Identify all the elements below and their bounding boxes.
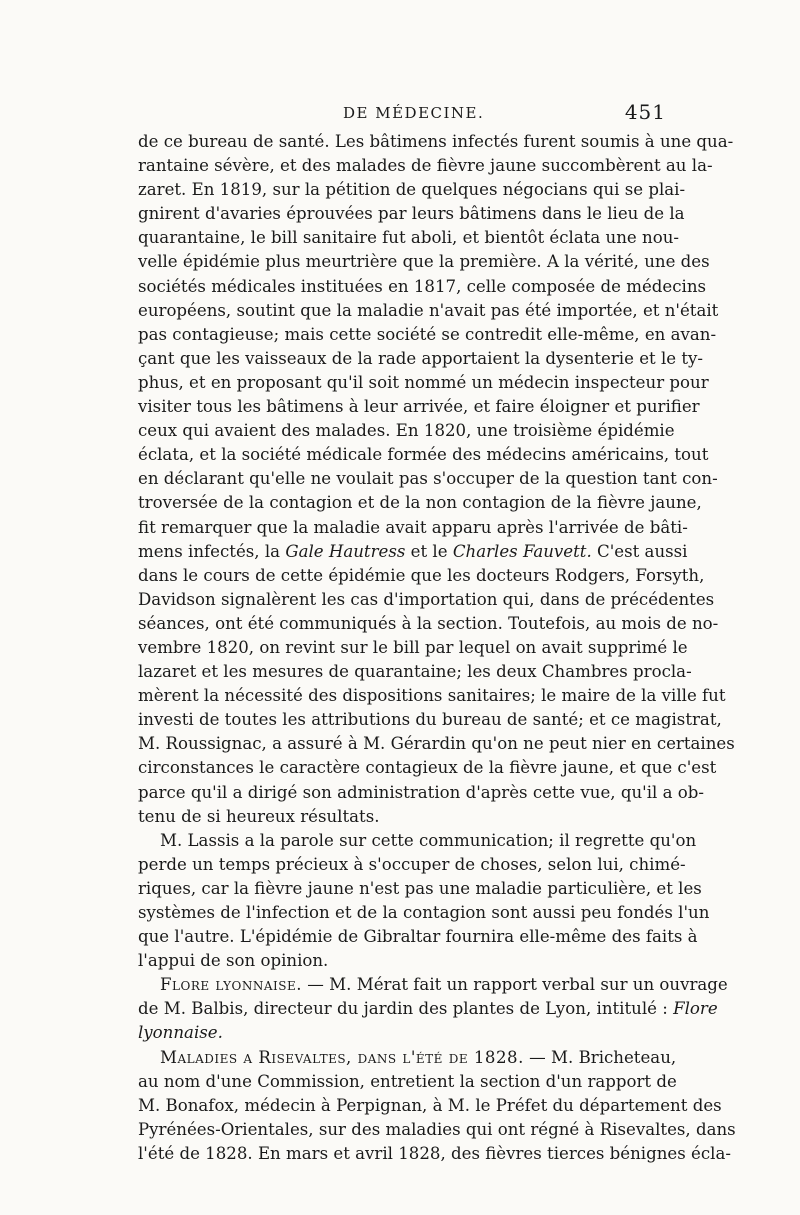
text-line-26: M. Roussignac, a assuré à M. Gérardin qu'on ne peut nier en certaines [138,734,735,754]
ship-name-1: Gale Hautress [285,541,406,561]
section-heading-flore: Flore lyonnaise. [160,975,303,995]
text-line-20: Davidson signalèrent les cas d'importation qui, dans de précédentes [138,589,715,609]
text-line-27: circonstances le caractère contagieux de la fièvre jaune, et que c'est [138,758,717,778]
text-line-3: zaret. En 1819, sur la pétition de quelques négocians qui se plai- [138,180,686,200]
book-title: Flore [673,999,718,1019]
text-line-43: l'été de 1828. En mars et avril 1828, des fièvres tierces bénignes écla- [138,1143,731,1163]
text-line-4: gnirent d'avaries éprouvées par leurs bâtimens dans le lieu de la [138,204,685,224]
text-line-29: tenu de si heureux résultats. [138,806,380,826]
text-line-16: troversée de la contagion et de la non contagion de la fièvre jaune, [138,493,702,513]
text-line-41: M. Bonafox, médecin à Perpignan, à M. le Préfet du département des [138,1095,722,1115]
running-title: DE MÉDECINE. [343,104,485,122]
text-line-9: pas contagieuse; mais cette société se contredit elle-même, en avan- [138,324,717,344]
text-line-31: perde un temps précieux à s'occuper de choses, selon lui, chimé- [138,854,686,874]
text-line-6: velle épidémie plus meurtrière que la première. A la vérité, une des [138,252,710,272]
text-line-17: fit remarquer que la maladie avait apparu après l'arrivée de bâti- [138,517,688,537]
text-line-38 [138,1021,666,1045]
text-line-36: Flore lyonnaise. — M. Mérat fait un rapport verbal sur un ouvrage [160,975,728,995]
text-line-23: lazaret et les mesures de quarantaine; les deux Chambres procla- [138,662,692,682]
text-line-39: Maladies a Risevaltes, dans l'été de 1828. — M. Bricheteau, [160,1047,677,1067]
text-line-30: M. Lassis a la parole sur cette communication; il regrette qu'on [160,830,697,850]
book-title-cont: lyonnaise. [138,1023,223,1043]
text-line-11: phus, et en proposant qu'il soit nommé un médecin inspecteur pour [138,372,709,392]
text-line-28: parce qu'il a dirigé son administration d'après cette vue, qu'il a ob- [138,782,704,802]
text-line-24: mèrent la nécessité des dispositions sanitaires; le maire de la ville fut [138,686,726,706]
text-line-18: mens infectés, la Gale Hautress et le Charles Fauvett. C'est aussi [138,541,688,561]
text-line-10: çant que les vaisseaux de la rade apportaient la dysenterie et le ty- [138,348,704,368]
body-text [138,130,736,1166]
text-line-7: sociétés médicales instituées en 1817, celle composée de médecins [138,276,707,296]
text-line-14: éclata, et la société médicale formée des médecins américains, tout [138,445,709,465]
text-line-12: visiter tous les bâtimens à leur arrivée, et faire éloigner et purifier [138,397,700,417]
text-line-2: rantaine sévère, et des malades de fièvre jaune succombèrent au la- [138,156,713,176]
text-line-19: dans le cours de cette épidémie que les docteurs Rodgers, Forsyth, [138,565,705,585]
text-line-1: de ce bureau de santé. Les bâtimens infectés furent soumis à une qua- [138,132,734,151]
text-line-35: l'appui de son opinion. [138,951,329,971]
page-number: 451 [624,100,666,124]
section-heading-maladies: Maladies a Risevaltes, dans l'été de 1828. [160,1047,524,1067]
text-line-34: que l'autre. L'épidémie de Gibraltar fournira elle-même des faits à [138,927,698,947]
text-line-37: de M. Balbis, directeur du jardin des plantes de Lyon, intitulé : Flore [138,999,718,1019]
text-line-22: vembre 1820, on revint sur le bill par lequel on avait supprimé le [138,637,688,657]
ship-name-2: Charles Fauvett. [452,541,592,561]
text-line-5: quarantaine, le bill sanitaire fut aboli, et bientôt éclata une nou- [138,228,679,248]
text-line-25: investi de toutes les attributions du bureau de santé; et ce magistrat, [138,710,722,730]
text-line-15: en déclarant qu'elle ne voulait pas s'occuper de la question tant con- [138,469,718,489]
text-line-33: systèmes de l'infection et de la contagion sont aussi peu fondés l'un [138,903,710,922]
text-line-32: riques, car la fièvre jaune n'est pas une maladie particulière, et les [138,878,702,898]
text-line-42: Pyrénées-Orientales, sur des maladies qui ont régné à Risevaltes, dans [138,1119,736,1139]
text-line-40: au nom d'une Commission, entretient la section d'un rapport de [138,1071,677,1091]
running-head [138,100,666,128]
text-line-8: européens, soutint que la maladie n'avait pas été importée, et n'était [138,300,719,320]
text-line-13: ceux qui avaient des malades. En 1820, une troisième épidémie [138,421,675,441]
text-line-21: séances, ont été communiqués à la section. Toutefois, au mois de no- [138,613,719,633]
